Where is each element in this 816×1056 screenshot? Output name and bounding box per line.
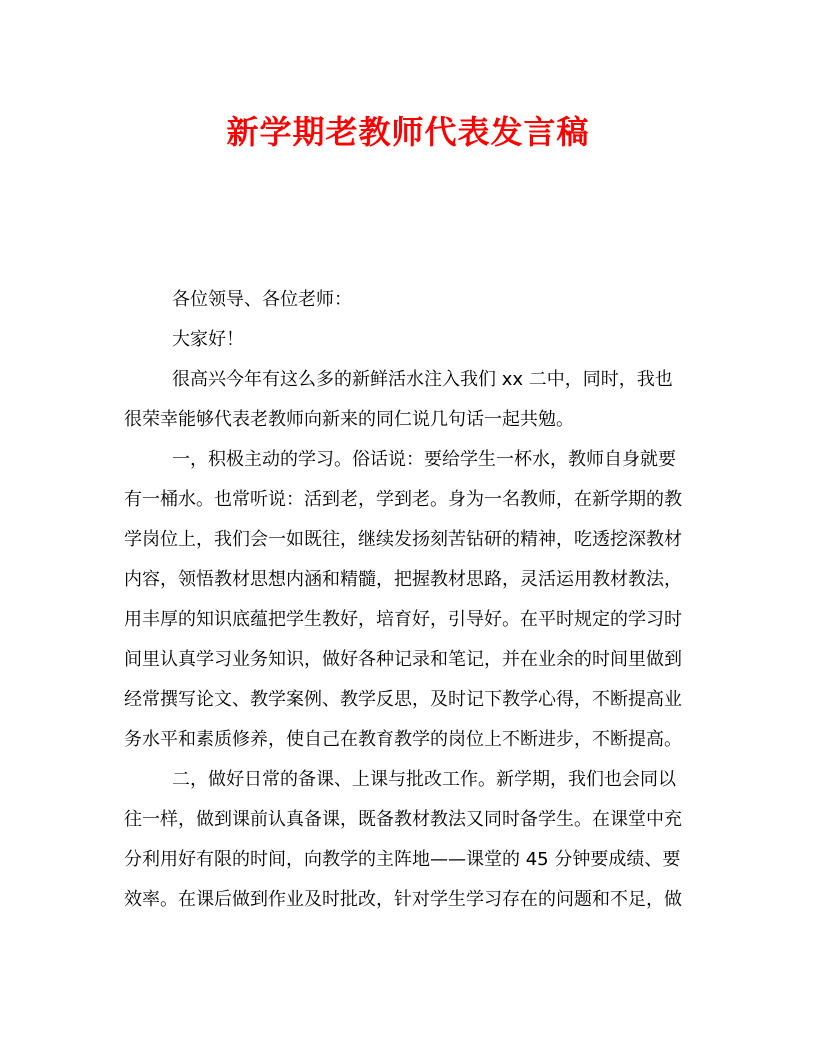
document-title: 新学期老教师代表发言稿 — [226, 113, 590, 151]
text-line: 分利用好有限的时间，向教学的主阵地——课堂的 45 分钟要成绩、要 — [124, 849, 681, 870]
text-line: 内容，领悟教材思想内涵和精髓，把握教材思路，灵活运用教材教法， — [124, 569, 682, 590]
text-line: 很高兴今年有这么多的新鲜活水注入我们 xx 二中，同时，我也 — [172, 369, 673, 390]
text-line: 务水平和素质修养，使自己在教育教学的岗位上不断进步，不断提高。 — [124, 729, 682, 750]
text-line: 各位领导、各位老师： — [172, 289, 352, 310]
text-line: 一，积极主动的学习。俗话说：要给学生一杯水，教师自身就要 — [172, 449, 676, 470]
text-line: 用丰厚的知识底蕴把学生教好，培育好，引导好。在平时规定的学习时 — [124, 609, 682, 630]
document-body — [124, 280, 698, 920]
paragraph-point-two — [124, 760, 698, 920]
text-line: 间里认真学习业务知识，做好各种记录和笔记，并在业余的时间里做到 — [124, 649, 682, 670]
text-line: 往一样，做到课前认真备课，既备教材教法又同时备学生。在课堂中充 — [124, 809, 682, 830]
paragraph-greeting — [124, 320, 698, 360]
text-line: 有一桶水。也常听说：活到老，学到老。身为一名教师，在新学期的教 — [124, 489, 682, 510]
paragraph-point-one — [124, 440, 698, 760]
text-line: 经常撰写论文、教学案例、教学反思，及时记下教学心得，不断提高业 — [124, 689, 682, 710]
paragraph-salutation — [124, 280, 698, 320]
paragraph-intro — [124, 360, 698, 440]
text-line: 效率。在课后做到作业及时批改，针对学生学习存在的问题和不足，做 — [124, 889, 682, 910]
text-line: 很荣幸能够代表老教师向新来的同仁说几句话一起共勉。 — [124, 409, 574, 430]
text-line: 大家好！ — [172, 329, 244, 350]
text-line: 学岗位上，我们会一如既往，继续发扬刻苦钻研的精神，吃透挖深教材 — [124, 529, 682, 550]
text-line: 二，做好日常的备课、上课与批改工作。新学期，我们也会同以 — [172, 769, 676, 790]
